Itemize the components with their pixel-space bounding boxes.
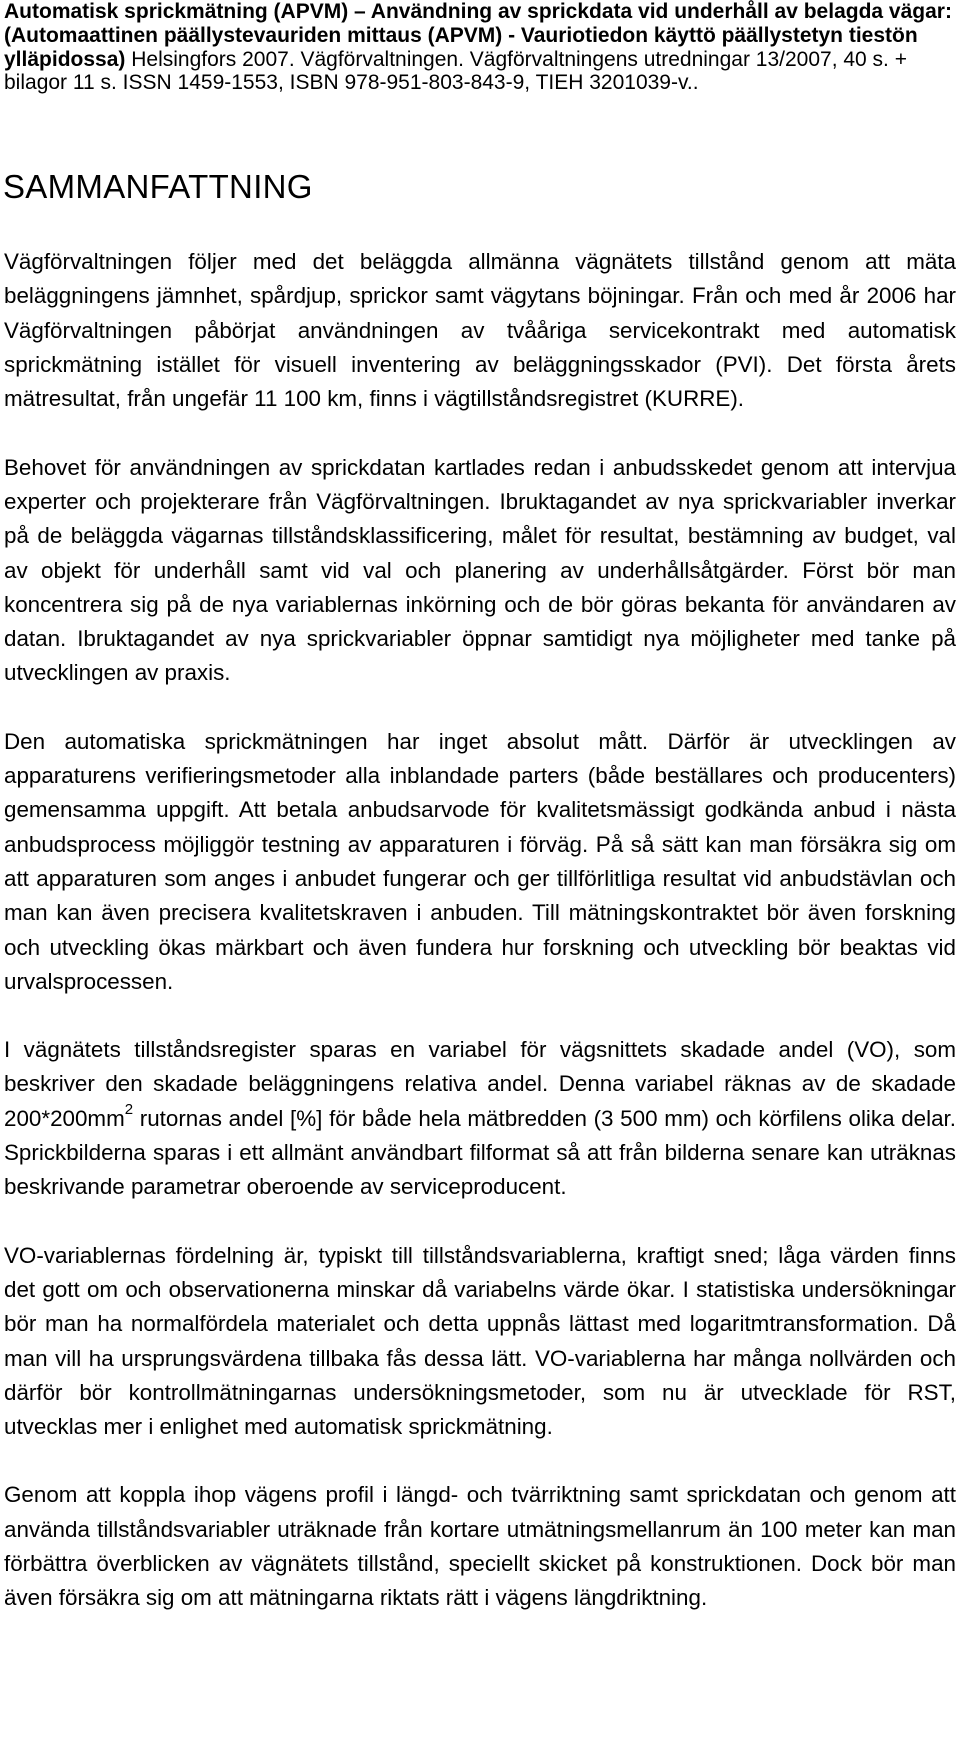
citation-title: Automatisk sprickmätning (APVM) – Användning av sprickdata vid underhåll av belagda vägar: (Automaattinen päällystevauriden mittaus (APVM) - Vauriotiedon käyttö päällystetyn tiestön ylläpidossa)	[4, 0, 952, 71]
paragraph-1: Vägförvaltningen följer med det beläggda allmänna vägnätets tillstånd genom att mäta beläggningens jämnhet, spårdjup, sprickor samt vägytans böjningar. Från och med år 2006 har Vägförvaltningen påbörjat användningen av tvååriga servicekontrakt med automatisk sprickmätning istället för visuell inventering av beläggningsskador (PVI). Det första årets mätresultat, från ungefär 11 100 km, finns i vägtillståndsregistret (KURRE).	[4, 249, 956, 412]
summary-heading: SAMMANFATTNING	[3, 168, 313, 206]
citation-publication-details: Helsingfors 2007. Vägförvaltningen. Vägförvaltningens utredningar 13/2007, 40 s. + bilagor 11 s. ISSN 1459-1553, ISBN 978-951-803-843-9, TIEH 3201039-v..	[4, 47, 907, 95]
paragraph-4-text-start: I vägnätets tillståndsregister sparas en variabel för vägsnittets skadade andel (VO), som beskriver den skadade beläggningens relativa andel. Denna variabel räknas av de skadade 200*200mm	[4, 1037, 956, 1131]
paragraph-5: VO-variablernas fördelning är, typiskt till tillståndsvariablerna, kraftigt sned; låga värden finns det gott om och observationerna minskar då variabelns värde ökar. I statistiska undersökningar bör man ha normalfördela materialet och detta uppnås lättast med logaritmtransformation. Då man vill ha ursprungsvärdena tillbaka fås dessa lätt. VO-variablerna har många nollvärden och därför bör kontrollmätningarnas undersökningsmetoder, som nu är utvecklade för RST, utvecklas mer i enlighet med automatisk sprickmätning.	[4, 1242, 956, 1440]
paragraph-3: Den automatiska sprickmätningen har inget absolut mått. Därför är utvecklingen av apparaturens verifieringsmetoder alla inblandade parters (både beställares och producenters) gemensamma uppgift. Att betala anbudsarvode för kvalitetsmässigt godkända anbud i nästa anbudsprocess möjliggör testning av apparaturen i förväg. På så sätt kan man försäkra sig om att apparaturen som anges i anbudet fungerar och ger tillförlitliga resultat vid anbudstävlan och man kan även precisera kvalitetskraven i anbuden. Till mätningskontraktet bör även forskning och utveckling ökas märkbart och även fundera hur forskning och utveckling bör beaktas vid urvalsprocessen.	[4, 728, 956, 994]
paragraph-4-text-end: rutornas andel [%] för både hela mätbredden (3 500 mm) och körfilens olika delar. Sprickbilderna sparas i ett allmänt användbart filformat så att från bilderna senare kan uträknas beskrivande parametrar oberoende av serviceproducent.	[4, 1105, 956, 1200]
superscript-exponent: 2	[124, 1100, 134, 1118]
bibliographic-citation	[0, 0, 960, 95]
paragraph-2: Behovet för användningen av sprickdatan kartlades redan i anbudsskedet genom att intervjua experter och projekterare från Vägförvaltningen. Ibruktagandet av nya sprickvariabler inverkar på de beläggda vägarnas tillståndsklassificering, målet för resultat, bestämning av budget, val av objekt för underhåll samt vid val och planering av underhållsåtgärder. Först bör man koncentrera sig på de nya variablernas inkörning och de bör göras bekanta för användaren av datan. Ibruktagandet av nya sprickvariabler öppnar samtidigt nya möjligheter med tanke på utvecklingen av praxis.	[4, 454, 956, 686]
paragraph-6: Genom att koppla ihop vägens profil i längd- och tvärriktning samt sprickdatan och genom att använda tillståndsvariabler uträknade från kortare utmätningsmellanrum än 100 meter kan man förbättra överblicken av vägnätets tillstånd, speciellt skicket på konstruktionen. Dock bör man även försäkra sig om att mätningarna riktats rätt i vägens längdriktning.	[4, 1482, 956, 1611]
paragraph-4	[0, 1033, 960, 1204]
